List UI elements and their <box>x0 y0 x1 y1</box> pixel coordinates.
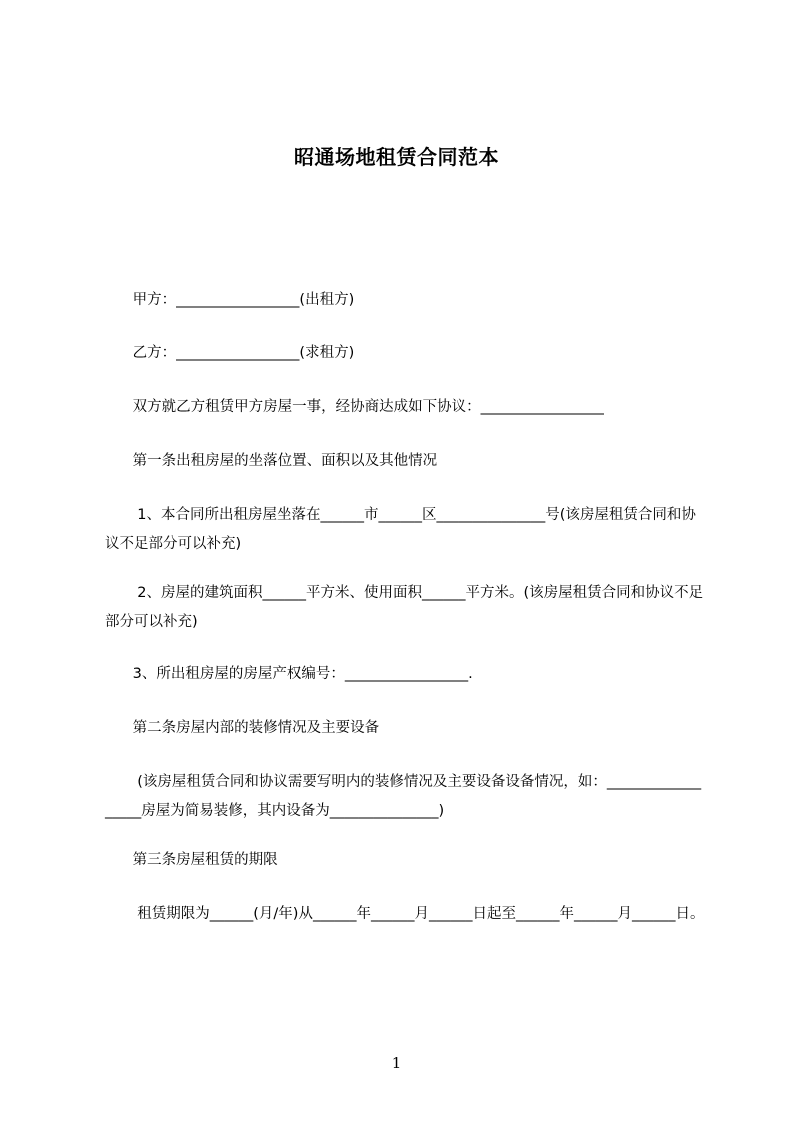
article-1-clause-1: 1、本合同所出租房屋坐落在______市______区_______________号(该房屋租赁合同和协议不足部分可以补充) <box>105 507 696 552</box>
article-1-heading: 第一条出租房屋的坐落位置、面积以及其他情况 <box>105 453 438 469</box>
article-3-content: 租赁期限为______(月/年)从______年______月______日起至______年______月______日。 <box>105 906 705 922</box>
agreement-intro: 双方就乙方租赁甲方房屋一事，经协商达成如下协议：_________________ <box>105 399 604 415</box>
article-1-clause-3: 3、所出租房屋的房屋产权编号：_________________. <box>105 666 473 682</box>
page-number: 1 <box>391 1054 402 1072</box>
party-a-line: 甲方：_________________(出租方) <box>105 292 355 308</box>
article-2-heading: 第二条房屋内部的装修情况及主要设备 <box>105 720 380 736</box>
party-b-line: 乙方：_________________(求租方) <box>105 345 355 361</box>
article-3-heading: 第三条房屋租赁的期限 <box>105 852 278 868</box>
article-2-content: (该房屋租赁合同和协议需要写明内的装修情况及主要设备设备情况，如：__________________房屋为简易装修，其内设备为_______________) <box>105 774 702 819</box>
article-1-clause-2: 2、房屋的建筑面积______平方米、使用面积______平方米。(该房屋租赁合同和协议不足部分可以补充) <box>105 585 704 630</box>
document-title: 昭通场地租赁合同范本 <box>294 145 499 169</box>
